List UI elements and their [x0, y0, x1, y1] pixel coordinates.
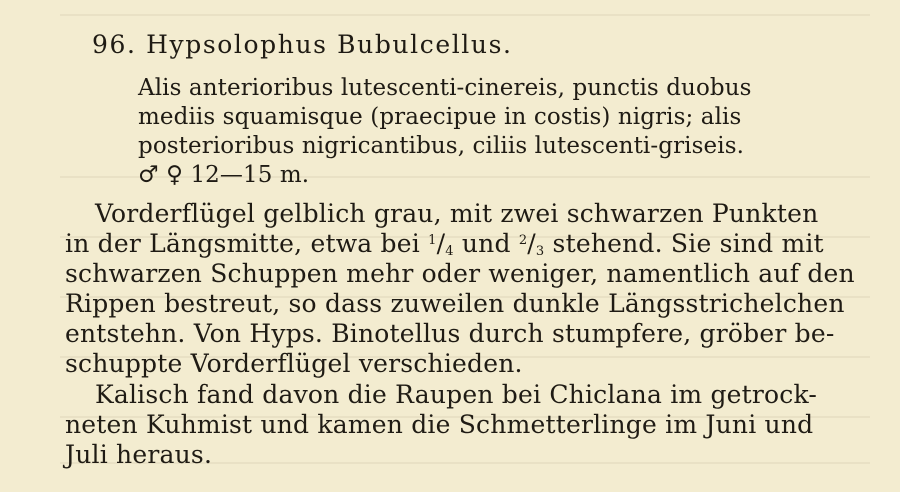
species-heading	[92, 30, 513, 60]
species-number: 96.	[92, 30, 137, 59]
diagnosis-line: mediis squamisque (praecipue in costis) nigris; alis	[138, 104, 742, 130]
description-line: Rippen bestreut, so dass zuweilen dunkle Längsstrichelchen	[65, 289, 845, 318]
diagnosis-line: posterioribus nigricantibus, ciliis lutescenti-griseis.	[138, 133, 745, 159]
note-line: Juli heraus.	[65, 440, 213, 469]
description-line: entstehn. Von Hyps. Binotellus durch stumpfere, gröber be-	[65, 319, 835, 348]
fraction-one-quarter: $^1/_4$	[428, 229, 454, 259]
description-line: Vorderflügel gelblich grau, mit zwei schwarzen Punkten	[95, 199, 819, 228]
description-line: schwarzen Schuppen mehr oder weniger, namentlich auf den	[65, 259, 855, 288]
diagnosis-size-line: ♂ ♀ 12—15 m.	[138, 162, 310, 188]
diagnosis-line: Alis anterioribus lutescenti-cinereis, punctis duobus	[138, 75, 752, 101]
note-line: neten Kuhmist und kamen die Schmetterlinge im Juni und	[65, 410, 814, 439]
description-line: in der Längsmitte, etwa bei $^1/_4$ und $^2/_3$ stehend. Sie sind mit	[65, 229, 824, 259]
species-name: Hypsolophus Bubulcellus.	[146, 30, 513, 59]
note-line: Kalisch fand davon die Raupen bei Chiclana im getrock-	[95, 380, 818, 409]
fraction-two-thirds: $^2/_3$	[518, 229, 545, 259]
description-line: schuppte Vorderflügel verschieden.	[65, 349, 523, 378]
